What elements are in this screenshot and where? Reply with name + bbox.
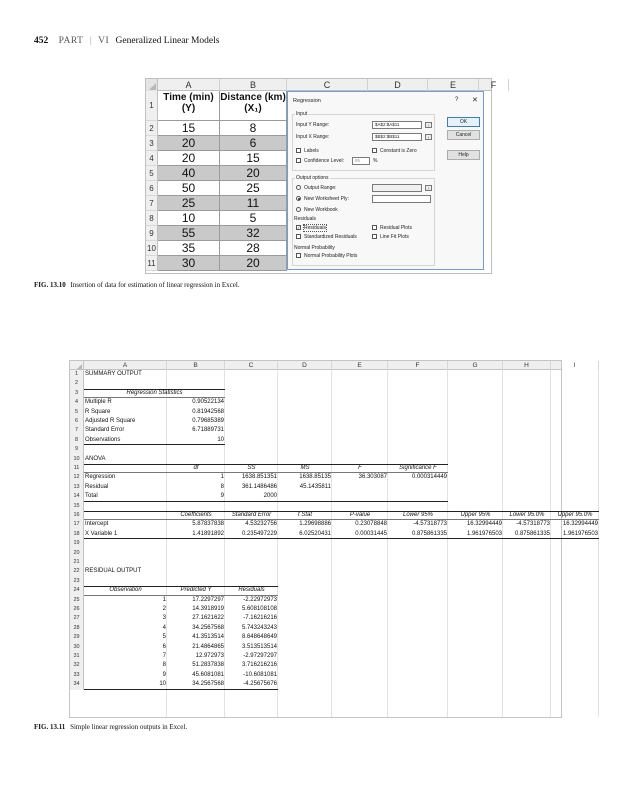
coefficient-header[interactable]: Upper 95.0%: [557, 512, 593, 518]
row-header[interactable]: 31: [70, 652, 84, 661]
column-header-i[interactable]: I: [551, 361, 599, 370]
new-workbook-radio[interactable]: [296, 207, 301, 212]
residual-value[interactable]: 5.608108108: [241, 606, 277, 612]
caption-label: FIG. 13.11: [34, 723, 66, 731]
line-fit-checkbox[interactable]: [372, 234, 377, 239]
caption-label: FIG. 13.10: [34, 281, 66, 289]
column-header-c[interactable]: C: [287, 79, 368, 91]
observation-number[interactable]: 10: [159, 681, 166, 688]
coefficient-value[interactable]: 6.02520431: [299, 530, 331, 537]
table-rule: [84, 538, 599, 539]
observation-number[interactable]: 4: [162, 624, 166, 631]
help-button[interactable]: Help: [447, 150, 480, 160]
header-line: Time (min): [163, 92, 214, 103]
anova-row-label[interactable]: Regression: [85, 474, 116, 481]
gridline: [550, 370, 551, 717]
row-header[interactable]: 32: [70, 661, 84, 670]
coefficient-value[interactable]: 0.875861335: [514, 530, 550, 537]
predicted-value[interactable]: 21.4864865: [192, 643, 224, 650]
anova-value[interactable]: 1638.85135: [299, 474, 331, 481]
residual-header[interactable]: Residuals: [238, 587, 265, 594]
coefficient-value[interactable]: -4.57318773: [413, 521, 447, 528]
select-all-corner[interactable]: [70, 361, 84, 370]
select-all-corner[interactable]: [146, 79, 158, 91]
residual-value[interactable]: 8.648648649: [241, 634, 277, 641]
time-cell[interactable]: 20: [158, 151, 220, 166]
coefficient-header[interactable]: Upper 95%: [460, 512, 491, 518]
dialog-title: Regression: [293, 98, 321, 104]
stat-value[interactable]: 0.81942568: [192, 408, 224, 415]
std-residuals-checkbox[interactable]: [296, 234, 301, 239]
anova-row-label[interactable]: Total: [85, 493, 98, 500]
close-icon[interactable]: ✕: [472, 97, 478, 104]
normal-plots-label: Normal Probability Plots: [304, 253, 358, 259]
coefficient-value[interactable]: 5.87837838: [192, 521, 224, 528]
row-header[interactable]: 6: [70, 417, 84, 426]
stat-value[interactable]: 10: [217, 436, 224, 443]
predicted-value[interactable]: 34.2567568: [192, 681, 224, 688]
std-residuals-label: Standardized Residuals: [304, 234, 357, 240]
column-header-a[interactable]: A: [84, 361, 167, 370]
gridline: [387, 370, 388, 717]
residuals-group-title: Residuals: [294, 216, 316, 222]
row-header[interactable]: 5: [70, 408, 84, 417]
table-rule: [84, 501, 448, 502]
distance-cell[interactable]: 11: [220, 196, 287, 211]
coefficient-value[interactable]: 0.00031445: [355, 530, 387, 537]
row-header[interactable]: 2: [70, 379, 84, 388]
stat-value[interactable]: 0.79685389: [192, 418, 224, 424]
column-header-f[interactable]: F: [479, 79, 509, 91]
observation-number[interactable]: 5: [162, 634, 166, 641]
coefficient-header[interactable]: t Stat: [297, 512, 312, 518]
anova-value[interactable]: 45.1435811: [299, 483, 331, 490]
anova-value[interactable]: 361.1486486: [241, 483, 277, 490]
row-header[interactable]: 6: [146, 181, 158, 196]
caption-text: Simple linear regression outputs in Excel.: [70, 723, 188, 731]
observation-number[interactable]: 6: [162, 643, 166, 650]
row-header[interactable]: 13: [70, 483, 84, 492]
residual-value[interactable]: -2.97297297: [243, 653, 277, 659]
distance-cell[interactable]: 5: [220, 211, 287, 226]
figure-caption: [34, 723, 187, 731]
row-header[interactable]: 30: [70, 643, 84, 652]
coefficient-value[interactable]: 1.961976503: [466, 530, 502, 537]
anova-value[interactable]: 0.000314449: [411, 474, 447, 481]
distance-cell[interactable]: 6: [220, 136, 287, 151]
row-header[interactable]: 20: [70, 549, 84, 558]
figure-excel-regression-output: [69, 360, 598, 718]
residuals-label: Residuals: [304, 225, 326, 231]
row-header[interactable]: 21: [70, 558, 84, 567]
new-worksheet-field[interactable]: [372, 195, 431, 203]
part-number: VI: [98, 36, 110, 46]
observation-number[interactable]: 7: [162, 653, 166, 659]
time-cell[interactable]: 30: [158, 256, 220, 271]
gridline: [447, 370, 448, 717]
row-header[interactable]: 2: [146, 121, 158, 136]
observation-number[interactable]: 3: [162, 615, 166, 622]
time-cell[interactable]: 10: [158, 211, 220, 226]
row-header[interactable]: 10: [70, 455, 84, 464]
column-header-d[interactable]: D: [278, 361, 332, 370]
percent-sign: %: [373, 158, 378, 164]
regression-statistics-title: Regression Statistics: [126, 389, 183, 396]
predicted-value[interactable]: 51.2837838: [192, 662, 224, 669]
residual-value[interactable]: -2.22972973: [243, 596, 277, 603]
predicted-value[interactable]: 27.1621622: [192, 615, 224, 622]
row-header[interactable]: 17: [70, 520, 84, 529]
gridline: [598, 370, 599, 717]
row-header[interactable]: 9: [70, 445, 84, 454]
anova-value[interactable]: 1638.851351: [241, 474, 277, 481]
time-cell[interactable]: 25: [158, 196, 220, 211]
coefficient-value[interactable]: 16.32994449: [466, 521, 502, 528]
row-header[interactable]: 3: [70, 389, 84, 398]
observation-number[interactable]: 1: [162, 596, 166, 603]
time-cell[interactable]: 55: [158, 226, 220, 241]
labels-checkbox[interactable]: [296, 148, 301, 153]
table-rule: [84, 689, 278, 690]
residual-value[interactable]: -10.6081081: [243, 671, 277, 678]
row-header[interactable]: 33: [70, 671, 84, 680]
anova-value[interactable]: 1: [220, 474, 224, 481]
anova-header[interactable]: df: [193, 465, 199, 471]
header-line: Distance (km): [220, 92, 286, 103]
residual-header[interactable]: Observation: [109, 587, 142, 594]
predicted-value[interactable]: 41.3513514: [192, 634, 224, 641]
residuals-checkbox[interactable]: ✓: [297, 225, 301, 230]
normal-plots-checkbox[interactable]: [296, 253, 301, 258]
anova-header[interactable]: F: [358, 465, 362, 471]
column-header-b[interactable]: B: [167, 361, 225, 370]
anova-header[interactable]: SS: [247, 465, 256, 471]
anova-row-label[interactable]: Residual: [85, 483, 109, 490]
row-header[interactable]: 25: [70, 596, 84, 605]
input-x-label: Input X Range:: [296, 134, 330, 140]
residual-value[interactable]: -4.25675676: [243, 681, 277, 688]
row-header[interactable]: 11: [146, 256, 158, 271]
summary-title[interactable]: SUMMARY OUTPUT: [85, 371, 142, 377]
coefficient-header[interactable]: Coefficients: [180, 512, 212, 518]
constant-zero-label: Constant is Zero: [380, 148, 417, 154]
distance-cell[interactable]: 8: [220, 121, 287, 136]
anova-header[interactable]: Significance F: [399, 465, 437, 471]
coefficient-row-label[interactable]: Intercept: [85, 521, 109, 528]
predicted-value[interactable]: 45.6081081: [192, 671, 224, 678]
caption-text: Insertion of data for estimation of linear regression in Excel.: [70, 281, 240, 289]
stat-label[interactable]: Multiple R: [85, 399, 112, 406]
coefficient-value[interactable]: -4.57318773: [516, 521, 550, 528]
output-range-label: Output Range:: [304, 185, 337, 191]
row-header[interactable]: 8: [146, 211, 158, 226]
column-header-f[interactable]: F: [388, 361, 448, 370]
input-x-range-field[interactable]: $B$2:$B$11: [372, 133, 422, 141]
column-header-d[interactable]: D: [368, 79, 428, 91]
predicted-value[interactable]: 34.2567568: [192, 624, 224, 631]
constant-zero-checkbox[interactable]: [372, 148, 377, 153]
column-header-h[interactable]: H: [503, 361, 551, 370]
row-header[interactable]: 23: [70, 577, 84, 586]
figure-excel-data-entry: [145, 78, 497, 274]
anova-value[interactable]: 9: [220, 493, 224, 500]
stat-value[interactable]: 6.71889731: [192, 427, 224, 434]
input-group-title: Input: [296, 111, 308, 117]
labels-label: Labels: [304, 148, 319, 154]
observation-number[interactable]: 8: [162, 662, 166, 669]
residual-header[interactable]: Predicted Y: [180, 587, 212, 594]
row-header[interactable]: 4: [146, 151, 158, 166]
row-header[interactable]: 1: [70, 370, 84, 379]
line-fit-label: Line Fit Plots: [380, 234, 409, 240]
row-header[interactable]: 1: [146, 91, 158, 121]
row-header[interactable]: 12: [70, 473, 84, 482]
ok-button[interactable]: OK: [447, 117, 480, 127]
column-header-e[interactable]: E: [428, 79, 479, 91]
stat-value[interactable]: 0.90522134: [192, 399, 224, 406]
stat-label[interactable]: Adjusted R Square: [85, 418, 136, 424]
row-header[interactable]: 9: [146, 226, 158, 241]
coefficient-row-label[interactable]: X Variable 1: [85, 530, 118, 537]
observation-number[interactable]: 2: [162, 606, 166, 612]
row-header[interactable]: 34: [70, 680, 84, 689]
confidence-field[interactable]: 95: [352, 157, 370, 165]
coefficient-value[interactable]: 4.53232756: [245, 521, 277, 528]
row-header[interactable]: 7: [146, 196, 158, 211]
anova-value[interactable]: [332, 483, 388, 492]
residual-value[interactable]: 5.743243243: [241, 624, 277, 631]
anova-value[interactable]: 8: [220, 483, 224, 490]
coefficient-value[interactable]: 16.32994449: [562, 521, 598, 528]
coefficient-header[interactable]: Lower 95.0%: [509, 512, 545, 518]
row-header[interactable]: 4: [70, 398, 84, 407]
time-cell[interactable]: 20: [158, 136, 220, 151]
coefficient-value[interactable]: 0.875861335: [411, 530, 447, 537]
anova-title[interactable]: ANOVA: [85, 455, 106, 462]
coefficient-header[interactable]: Lower 95%: [402, 512, 434, 518]
stat-label[interactable]: R Square: [85, 408, 111, 415]
row-header[interactable]: 19: [70, 539, 84, 548]
coefficient-value[interactable]: 1.961976503: [562, 530, 598, 537]
anova-header[interactable]: MS: [300, 465, 310, 471]
residual-plots-label: Residual Plots: [380, 225, 412, 231]
input-y-range-field[interactable]: $A$2:$A$11: [372, 121, 422, 129]
output-range-field[interactable]: [372, 184, 422, 192]
confidence-label: Confidence Level:: [304, 158, 345, 164]
time-cell[interactable]: 15: [158, 121, 220, 136]
output-group-title: Output options: [296, 175, 329, 181]
row-header[interactable]: 5: [146, 166, 158, 181]
row-header[interactable]: 26: [70, 605, 84, 614]
new-workbook-label: New Workbook: [304, 207, 338, 213]
predicted-value[interactable]: 12.972973: [195, 653, 224, 659]
column-header-a[interactable]: A: [158, 79, 220, 91]
residual-value[interactable]: 3.513513514: [241, 643, 277, 650]
distance-cell[interactable]: 15: [220, 151, 287, 166]
residual-value[interactable]: -7.16216216: [243, 615, 277, 622]
column-header-c[interactable]: C: [225, 361, 278, 370]
distance-cell[interactable]: 28: [220, 241, 287, 256]
row-header[interactable]: 16: [70, 511, 84, 520]
row-header[interactable]: 7: [70, 426, 84, 435]
regression-dialog: [287, 91, 484, 270]
anova-value[interactable]: 36.303087: [358, 474, 387, 481]
row-header[interactable]: 11: [70, 464, 84, 473]
anova-value[interactable]: 2000: [263, 493, 277, 500]
header-separator: |: [89, 36, 92, 46]
new-worksheet-label: New Worksheet Ply:: [304, 196, 349, 202]
running-header: [34, 36, 219, 46]
residual-output-title[interactable]: RESIDUAL OUTPUT: [85, 568, 142, 575]
distance-cell[interactable]: 25: [220, 181, 287, 196]
page-number: 452: [34, 36, 49, 46]
residual-plots-checkbox[interactable]: [372, 225, 377, 230]
row-header[interactable]: 15: [70, 502, 84, 511]
help-icon[interactable]: ?: [455, 97, 459, 103]
residual-value[interactable]: 3.716216216: [241, 662, 277, 669]
time-cell[interactable]: 35: [158, 241, 220, 256]
coefficient-value[interactable]: 0.23078848: [355, 521, 387, 528]
observation-number[interactable]: 9: [162, 671, 166, 678]
coefficient-header[interactable]: P-value: [349, 512, 371, 518]
part-label: PART: [58, 36, 84, 46]
time-cell[interactable]: 50: [158, 181, 220, 196]
row-header[interactable]: 29: [70, 633, 84, 642]
coefficient-header[interactable]: Standard Error: [231, 512, 272, 518]
column-header-e[interactable]: E: [332, 361, 388, 370]
row-header[interactable]: 24: [70, 586, 84, 595]
distance-cell[interactable]: 20: [220, 256, 287, 271]
predicted-value[interactable]: 17.2297297: [192, 596, 224, 603]
coefficient-value[interactable]: 1.29698886: [299, 521, 331, 528]
anova-value[interactable]: [388, 483, 448, 492]
select-range-icon[interactable]: ↑: [425, 134, 432, 140]
row-header[interactable]: 28: [70, 624, 84, 633]
column-header-g[interactable]: G: [448, 361, 503, 370]
row-header[interactable]: 18: [70, 530, 84, 539]
normal-group-title: Normal Probability: [294, 245, 335, 251]
time-cell[interactable]: 40: [158, 166, 220, 181]
row-header[interactable]: 10: [146, 241, 158, 256]
row-header[interactable]: 8: [70, 436, 84, 445]
header-line: (X₁): [244, 103, 262, 114]
output-range-radio[interactable]: [296, 185, 301, 190]
row-header[interactable]: 27: [70, 614, 84, 623]
row-header[interactable]: 14: [70, 492, 84, 501]
predicted-value[interactable]: 14.3918919: [192, 606, 224, 612]
column-header-b[interactable]: B: [220, 79, 287, 91]
coefficient-value[interactable]: 0.235497229: [241, 530, 277, 537]
row-header[interactable]: 3: [146, 136, 158, 151]
confidence-checkbox[interactable]: [296, 158, 301, 163]
gridline: [502, 370, 503, 717]
select-range-icon[interactable]: ↑: [425, 185, 432, 191]
new-worksheet-radio[interactable]: [296, 196, 301, 201]
gridline: [331, 370, 332, 717]
stat-label[interactable]: Observations: [85, 436, 121, 443]
table-rule: [84, 444, 225, 445]
coefficient-value[interactable]: 1.41891892: [192, 530, 224, 537]
select-range-icon[interactable]: ↑: [425, 122, 432, 128]
header-line: (Y): [181, 103, 196, 114]
distance-cell[interactable]: 20: [220, 166, 287, 181]
input-y-label: Input Y Range:: [296, 122, 330, 128]
header-cell-time: [158, 91, 220, 121]
stat-label[interactable]: Standard Error: [85, 427, 125, 434]
row-header[interactable]: 22: [70, 567, 84, 576]
cancel-button[interactable]: Cancel: [447, 130, 480, 140]
header-cell-distance: [220, 91, 287, 121]
figure-caption: [34, 281, 240, 289]
distance-cell[interactable]: 32: [220, 226, 287, 241]
chapter-title: Generalized Linear Models: [115, 36, 220, 46]
